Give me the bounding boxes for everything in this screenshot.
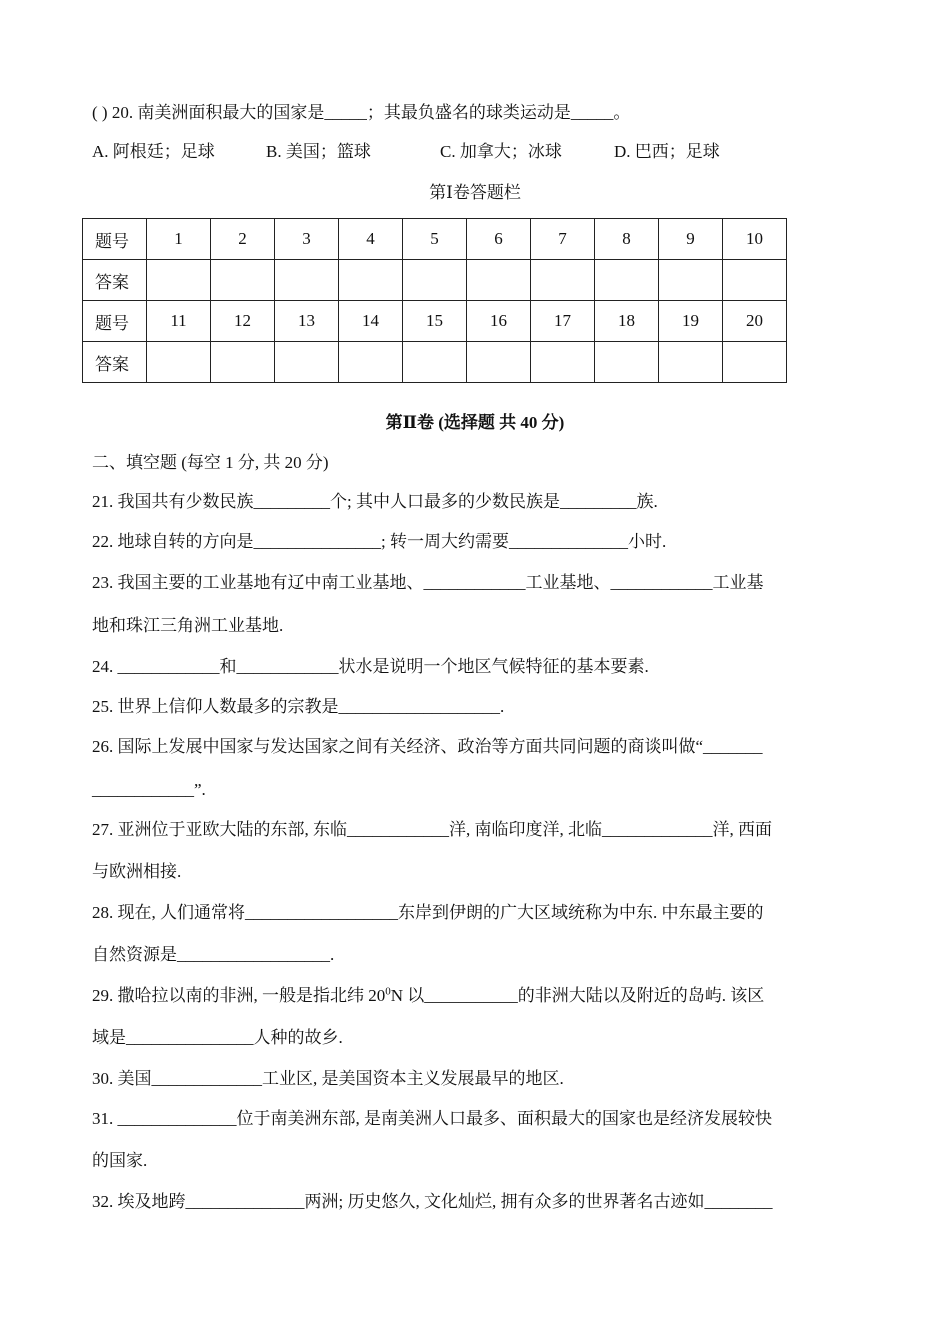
question-31-line-1: 31. ______________位于南美洲东部, 是南美洲人口最多、面积最大的国家也是经济发展较快 [92, 1109, 772, 1128]
answer-cell[interactable] [723, 342, 787, 383]
row-label-answer: 答案 [83, 342, 147, 383]
question-29-line-2: 域是_______________人种的故乡. [92, 1028, 343, 1047]
question-number-cell: 18 [595, 301, 659, 342]
question-27-line-2: 与欧洲相接. [92, 862, 182, 881]
option-d: D. 巴西；足球 [614, 142, 720, 161]
question-number-cell: 3 [275, 219, 339, 260]
answer-cell[interactable] [595, 260, 659, 301]
section-heading: 二、填空题 (每空 1 分, 共 20 分) [92, 453, 329, 472]
answer-cell[interactable] [531, 260, 595, 301]
question-26-line-2: ____________”. [92, 780, 206, 799]
option-a: A. 阿根廷；足球 [92, 142, 215, 161]
question-number-cell: 19 [659, 301, 723, 342]
answer-cell[interactable] [147, 342, 211, 383]
question-30: 30. 美国_____________工业区, 是美国资本主义发展最早的地区. [92, 1069, 564, 1088]
question-number-cell: 14 [339, 301, 403, 342]
answer-cell[interactable] [275, 260, 339, 301]
option-b: B. 美国；篮球 [266, 142, 371, 161]
answer-cell[interactable] [403, 260, 467, 301]
row-label-answer: 答案 [83, 260, 147, 301]
question-number-cell: 9 [659, 219, 723, 260]
question-31-line-2: 的国家. [92, 1151, 148, 1170]
table-row [83, 301, 787, 342]
part-2-title: 第Ⅱ卷 (选择题 共 40 分) [385, 413, 565, 432]
question-21: 21. 我国共有少数民族_________个; 其中人口最多的少数民族是_________族. [92, 492, 658, 511]
answer-cell[interactable] [467, 260, 531, 301]
question-25: 25. 世界上信仰人数最多的宗教是___________________. [92, 697, 505, 716]
question-26-line-1: 26. 国际上发展中国家与发达国家之间有关经济、政治等方面共同问题的商谈叫做“_______ [92, 737, 763, 756]
question-24: 24. ____________和____________状水是说明一个地区气候特征的基本要素. [92, 657, 649, 676]
question-29-text-end: N 以___________的非洲大陆以及附近的岛屿. 该区 [390, 986, 765, 1005]
answer-cell[interactable] [467, 342, 531, 383]
question-number-cell: 7 [531, 219, 595, 260]
answer-cell[interactable] [275, 342, 339, 383]
answer-cell[interactable] [147, 260, 211, 301]
question-number-cell: 11 [147, 301, 211, 342]
question-28-line-1: 28. 现在, 人们通常将__________________东岸到伊朗的广大区域统称为中东. 中东最主要的 [92, 903, 764, 922]
table-row [83, 260, 787, 301]
question-number-cell: 20 [723, 301, 787, 342]
question-32: 32. 埃及地跨______________两洲; 历史悠久, 文化灿烂, 拥有众多的世界著名古迹如________ [92, 1192, 773, 1211]
question-28-line-2: 自然资源是__________________. [92, 945, 335, 964]
question-23-line-1: 23. 我国主要的工业基地有辽中南工业基地、____________工业基地、____________工业基 [92, 573, 764, 592]
answer-cell[interactable] [339, 260, 403, 301]
question-number-cell: 12 [211, 301, 275, 342]
question-29-line-1 [92, 984, 764, 1008]
question-23-line-2: 地和珠江三角洲工业基地. [92, 616, 284, 635]
answer-cell[interactable] [659, 342, 723, 383]
answer-cell[interactable] [339, 342, 403, 383]
answer-table [82, 218, 787, 383]
answer-cell[interactable] [595, 342, 659, 383]
row-label-number: 题号 [83, 219, 147, 260]
question-number-cell: 13 [275, 301, 339, 342]
answer-cell[interactable] [723, 260, 787, 301]
answer-cell[interactable] [531, 342, 595, 383]
question-number-cell: 16 [467, 301, 531, 342]
question-number-cell: 1 [147, 219, 211, 260]
question-29-text-start: 29. 撒哈拉以南的非洲, 一般是指北纬 20 [92, 986, 386, 1005]
question-20: ( ) 20. 南美洲面积最大的国家是_____；其最负盛名的球类运动是_____。 [92, 103, 631, 122]
answer-cell[interactable] [659, 260, 723, 301]
question-20-options [92, 140, 792, 164]
option-c: C. 加拿大；冰球 [440, 142, 562, 161]
answer-cell[interactable] [211, 260, 275, 301]
answer-table-title: 第Ⅰ卷答题栏 [429, 183, 521, 202]
question-number-cell: 6 [467, 219, 531, 260]
question-27-line-1: 27. 亚洲位于亚欧大陆的东部, 东临____________洋, 南临印度洋, 北临_____________洋, 西面 [92, 820, 772, 839]
question-number-cell: 4 [339, 219, 403, 260]
answer-cell[interactable] [403, 342, 467, 383]
degree-superscript: 0 [385, 985, 391, 998]
question-number-cell: 2 [211, 219, 275, 260]
question-22: 22. 地球自转的方向是_______________; 转一周大约需要______________小时. [92, 532, 667, 551]
question-number-cell: 15 [403, 301, 467, 342]
question-number-cell: 8 [595, 219, 659, 260]
table-row [83, 219, 787, 260]
row-label-number: 题号 [83, 301, 147, 342]
question-number-cell: 5 [403, 219, 467, 260]
question-number-cell: 10 [723, 219, 787, 260]
question-number-cell: 17 [531, 301, 595, 342]
table-row [83, 342, 787, 383]
answer-cell[interactable] [211, 342, 275, 383]
